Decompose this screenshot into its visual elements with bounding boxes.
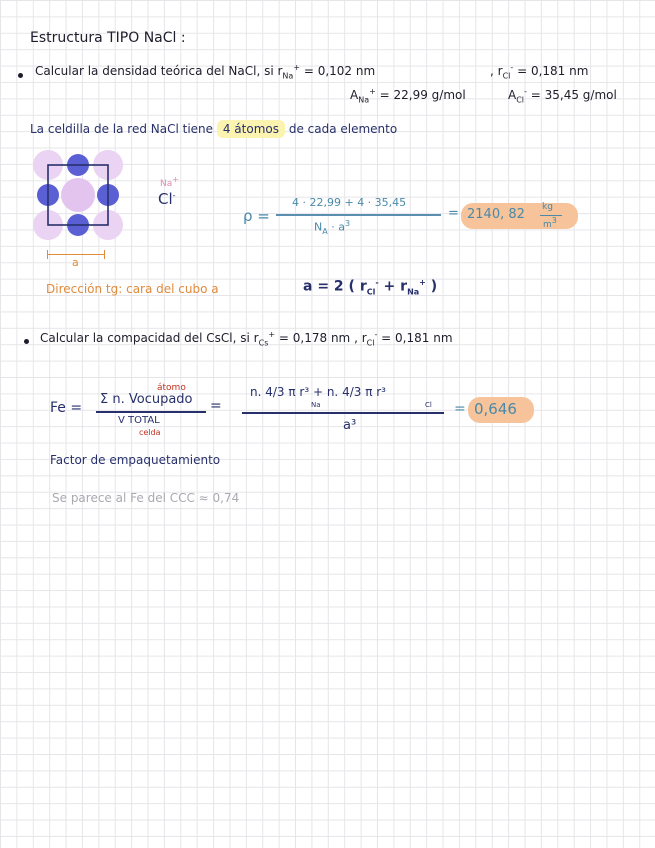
legend-na: Na+	[160, 175, 179, 189]
rho-numerator: 4 · 22,99 + 4 · 35,45	[292, 196, 407, 209]
fe-label: Fe =	[50, 400, 83, 416]
a-na-value: $A_{Na}^+ = 22,99$ g/mol	[350, 87, 466, 105]
atom-count-highlight: 4 átomos	[217, 120, 285, 138]
legend-cl: Cl-	[158, 190, 176, 208]
fe-result-value: 0,646	[474, 400, 517, 418]
rho-result-value: 2140, 82	[467, 207, 525, 222]
fe-right-numerator: n. 4/3 π r³ + n. 4/3 π r³	[250, 385, 386, 399]
rho-unit-numerator: kg	[542, 202, 553, 212]
bullet-2	[24, 339, 29, 344]
dimension-label-a: a	[72, 256, 79, 269]
fe-right-denominator: a³	[343, 418, 357, 433]
bullet-1	[18, 73, 23, 78]
fe-denominator: V TOTAL	[118, 415, 160, 426]
rho-denominator: $N_A \cdot a^3$	[314, 219, 351, 236]
fe-numerator-annotation: átomo	[157, 383, 186, 393]
fe-right-numerator-sub-na: Na	[311, 401, 321, 409]
celdilla-statement: La celdilla de la red NaCl tiene 4 átomos de cada elemento	[30, 122, 398, 136]
fe-equals: =	[210, 398, 222, 414]
anion-circle-center	[61, 178, 95, 212]
fe-right-fraction-line	[242, 412, 444, 414]
page-title: Estructura TIPO NaCl :	[30, 30, 186, 46]
fe-denominator-annotation: celda	[139, 428, 161, 437]
direction-label: Dirección tg: cara del cubo a	[46, 282, 219, 296]
fe-numerator: Σ n. Vocupado	[100, 392, 193, 407]
fe-right-numerator-sub-cl: Cl	[425, 401, 432, 409]
a-cl-value: $A_{Cl}^- = 35,45$ g/mol	[508, 87, 617, 105]
comparison-note: Se parece al Fe del CCC ≈ 0,74	[52, 491, 240, 505]
problem-2: Calcular la compacidad del CsCl, si $r_{Cs}^+ = 0,178$ nm , $r_{Cl}^- = 0,181$ nm	[40, 330, 453, 348]
rho-symbol: ρ =	[243, 207, 270, 225]
dimension-line-a	[47, 254, 105, 255]
rho-result-equals: =	[448, 206, 459, 221]
fe-result-equals: =	[454, 401, 466, 417]
nacl-unit-cell-drawing	[30, 150, 130, 245]
dimension-tick-right	[104, 250, 105, 259]
problem-1: Calcular la densidad teórica del NaCl, si $r_{Na}^+ = 0,102$ nm	[35, 63, 376, 81]
rho-unit-denominator: $m^3$	[543, 216, 557, 230]
packing-factor-label: Factor de empaquetamiento	[50, 453, 221, 467]
r-cl-value: , $r_{Cl}^- = 0,181$ nm	[490, 63, 589, 81]
fe-fraction-line	[96, 411, 206, 413]
dimension-tick-left	[47, 250, 48, 259]
rho-fraction-line	[276, 214, 441, 216]
direction-equation: a = 2 ( $r_{Cl}^- + r_{Na}^+$ )	[303, 278, 438, 297]
